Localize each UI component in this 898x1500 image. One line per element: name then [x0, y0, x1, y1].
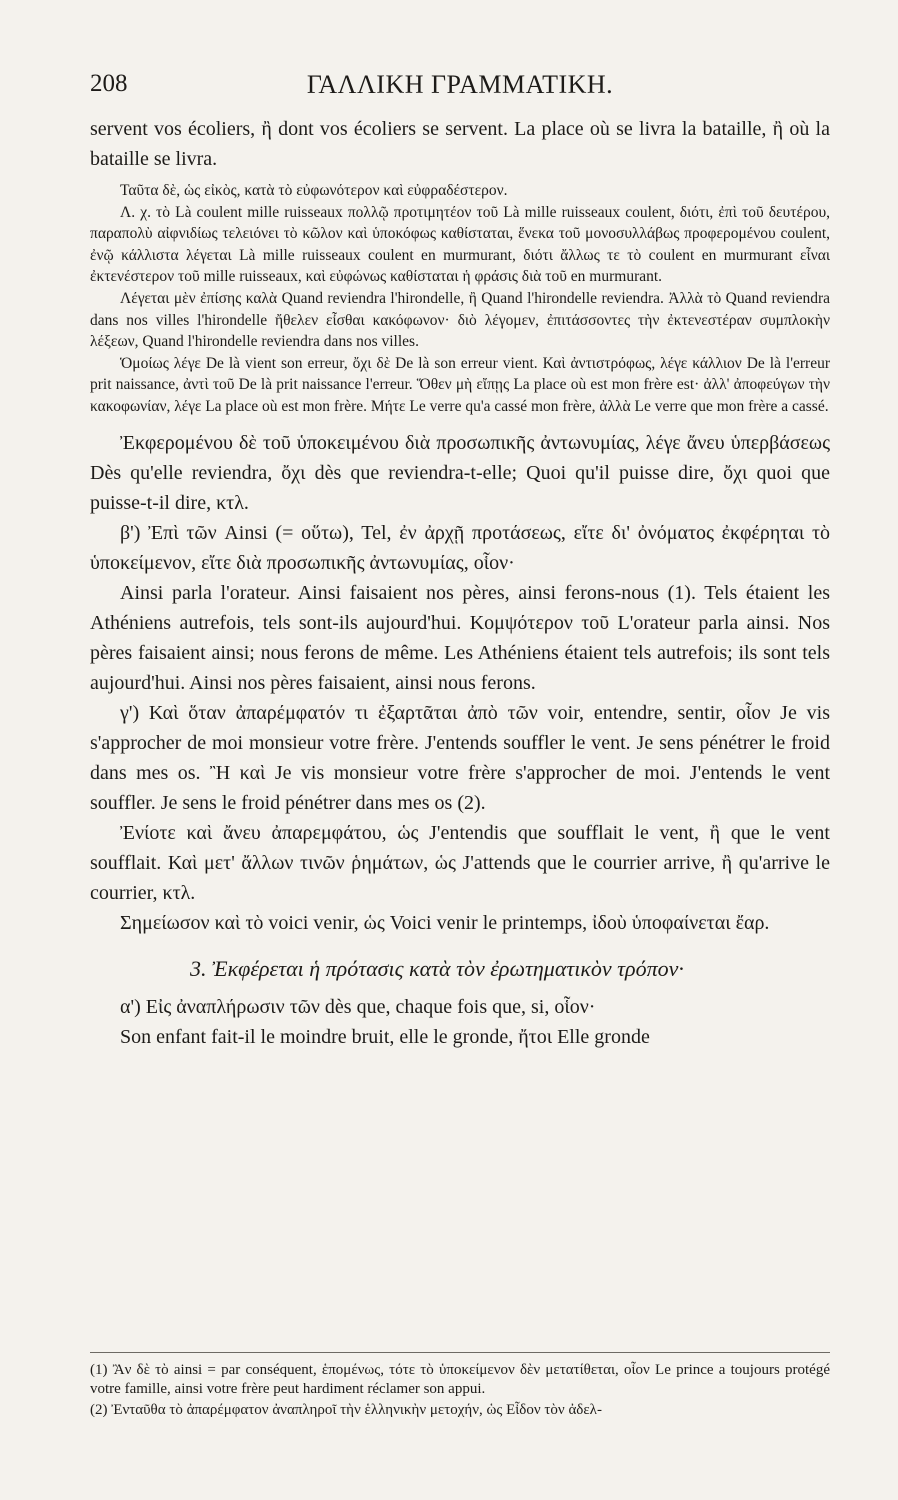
paragraph: α') Εἰς ἀναπλήρωσιν τῶν dès que, chaque fois que, si, οἷον·	[120, 995, 596, 1018]
paragraph: Son enfant fait-il le moindre bruit, elle le gronde, ἤτοι Elle gronde	[120, 1025, 650, 1048]
main-text	[90, 114, 830, 1052]
paragraph: servent vos écoliers, ἢ dont vos écoliers se servent. La place où se livra la bataille, ἢ où la bataille se livra.	[90, 118, 830, 170]
paragraph: Ἐκφερομένου δὲ τοῦ ὑποκειμένου διὰ προσωπικῆς ἀντωνυμίας, λέγε ἄνευ ὑπερβάσεως Dès qu'elle reviendra, ὄχι dès que reviendra-t-elle; Quoi qu'il puisse dire, ὄχι quoi que puisse-t-il dire, κτλ.	[90, 431, 830, 514]
paragraph: Ταῦτα δὲ, ὡς εἰκὸς, κατὰ τὸ εὐφωνότερον καὶ εὐφραδέστερον.	[120, 182, 508, 199]
paragraph: β') Ἐπὶ τῶν Ainsi (= οὕτω), Tel, ἐν ἀρχῇ προτάσεως, εἴτε δι' ὀνόματος ἐκφέρηται τὸ ὑποκείμενον, εἴτε διὰ προσωπικῆς ἀντωνυμίας, οἷον·	[90, 521, 830, 574]
footnote: (2) Ἐνταῦθα τὸ ἀπαρέμφατον ἀναπληροῖ τὴν ἑλληνικὴν μετοχήν, ὡς Εἶδον τὸν ἀδελ-	[90, 1402, 602, 1418]
footnotes	[90, 1352, 830, 1422]
section-heading	[90, 952, 830, 986]
paragraph: Ὁμοίως λέγε De là vient son erreur, ὄχι δὲ De là son erreur vient. Καὶ ἀντιστρόφως, λέγε κάλλιον De là l'erreur prit naissance, ἀντὶ τοῦ De là prit naissance l'erreur. Ὅθεν μὴ εἴπῃς La place où est mon frère est· ἀλλ' ἀποφεύγων τὴν κακοφωνίαν, λέγε La place où est mon frère. Μήτε Le verre qu'a cassé mon frère, ἀλλὰ Le verre que mon frère a cassé.	[90, 354, 830, 415]
paragraph: Λέγεται μὲν ἐπίσης καλὰ Quand reviendra l'hirondelle, ἢ Quand l'hirondelle reviendra. Ἀλλὰ τὸ Quand reviendra dans nos villes l'hirondelle ἤθελεν εἶσθαι κακόφωνον· διὸ λέγομεν, ἐπιτάσσοντες τὴν ἐκτενεστέραν συμπλοκὴν λέξεων, Quand l'hirondelle reviendra dans nos villes.	[90, 289, 830, 351]
paragraph: Σημείωσον καὶ τὸ voici venir, ὡς Voici venir le printemps, ἰδοὺ ὑποφαίνεται ἔαρ.	[120, 911, 770, 934]
section-number: 3.	[190, 955, 207, 981]
paragraph: Λ. χ. τὸ Là coulent mille ruisseaux πολλῷ προτιμητέον τοῦ Là mille ruisseaux coulent, διότι, ἐπὶ τοῦ δευτέρου, παραπολὺ αἰφνιδίως τελειόνει τὸ κῶλον καὶ ὑποκόφως καθίσταται, ἕνεκα τοῦ μονοσυλλάβως προφερομένου coulent, ἐνῷ κάλλιστα λέγεται Là mille ruisseaux coulent en murmurant, διότι ἄλλως τε τὸ coulent en murmurant εἶναι ἐκτενέστερον τοῦ mille ruisseaux, καὶ εὐφώνως καθίσταται ἡ φράσις διὰ τοῦ en murmurant.	[90, 203, 830, 286]
paragraph: Ainsi parla l'orateur. Ainsi faisaient nos pères, ainsi ferons-nous (1). Tels étaient les Athéniens autrefois, tels sont-ils aujourd'hui. Κομψότερον τοῦ L'orateur parla ainsi. Nos pères faisaient ainsi; nous ferons de même. Les Athéniens étaient tels autrefois; ils sont tels aujourd'hui. Ainsi nos pères faisaient, ainsi nous ferons.	[90, 581, 830, 694]
section-title: Ἐκφέρεται ἡ πρότασις κατὰ τὸν ἐρωτηματικὸν τρόπον·	[212, 955, 684, 981]
page-header	[90, 70, 830, 110]
paragraph: γ') Καὶ ὅταν ἀπαρέμφατόν τι ἐξαρτᾶται ἀπὸ τῶν voir, entendre, sentir, οἷον Je vis s'approcher de moi monsieur votre frère. J'entends souffler le vent. Je sens pénétrer le froid dans mes os. Ἢ καὶ Je vis monsieur votre frère s'approcher de moi. J'entends le vent souffler. Je sens le froid pénétrer dans mes os (2).	[90, 701, 830, 814]
footnote: (1) Ἂν δὲ τὸ ainsi = par conséquent, ἑπομένως, τότε τὸ ὑποκείμενον δὲν μετατίθεται, οἷον Le prince a toujours protégé votre famille, ainsi votre frère peut hardiment réclamer son appui.	[90, 1362, 830, 1397]
running-title: ΓΑΛΛΙΚΗ ΓΡΑΜΜΑΤΙΚΗ.	[306, 70, 614, 99]
paragraph: Ἐνίοτε καὶ ἄνευ ἀπαρεμφάτου, ὡς J'entendis que soufflait le vent, ἢ que le vent soufflait. Καὶ μετ' ἄλλων τινῶν ῥημάτων, ὡς J'attends que le courrier arrive, ἢ qu'arrive le courrier, κτλ.	[90, 821, 830, 904]
page-number: 208	[90, 70, 128, 97]
